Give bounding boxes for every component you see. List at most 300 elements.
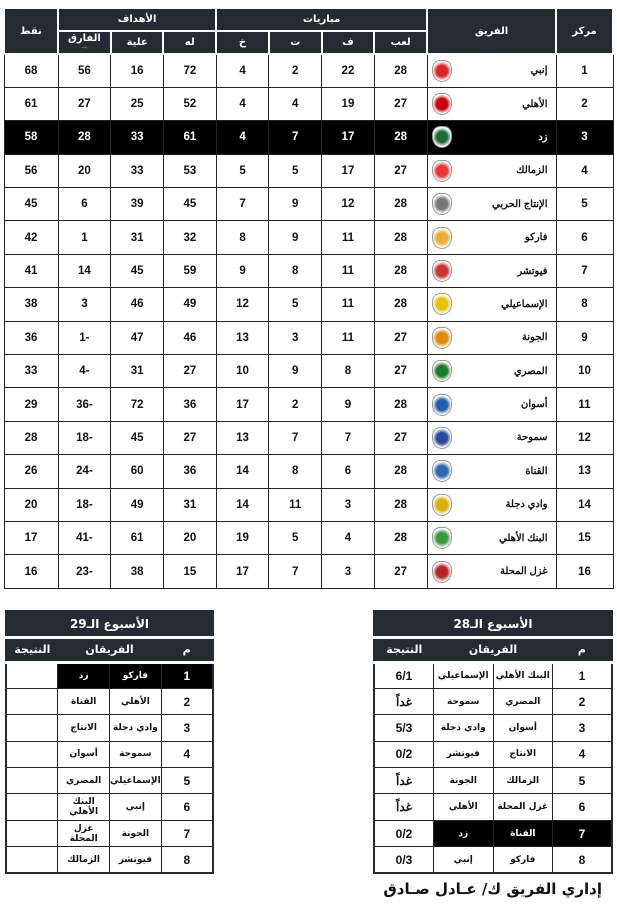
played-cell: 28 [374,221,427,254]
played-cell: 28 [374,488,427,521]
goals-for-cell: 46 [163,321,216,354]
lost-cell: 4 [216,54,269,87]
team-cell [427,388,556,421]
won-cell: 7 [322,421,375,454]
week-29-fixtures [5,610,214,874]
goals-for-cell: 45 [163,188,216,221]
goals-for-cell: 52 [163,87,216,120]
played-cell: 27 [374,421,427,454]
goals-for-cell: 59 [163,254,216,287]
fixture-result: 0/3 [374,847,434,873]
goals-against-cell: 45 [111,421,164,454]
rank-cell: 4 [556,154,613,187]
team-cell [427,54,556,87]
points-cell: 61 [4,87,58,120]
goal-diff-cell: 3 [58,288,111,321]
won-cell: 19 [322,87,375,120]
fixture-row [374,688,612,714]
points-cell: 26 [4,455,58,488]
drawn-cell: 2 [269,54,322,87]
lost-cell: 4 [216,121,269,154]
away-team: زد [434,820,494,846]
week-28-title: الأسبوع الـ28 [374,611,612,637]
points-cell: 28 [4,421,58,454]
rank-cell: 7 [556,254,613,287]
team-cell [427,188,556,221]
drawn-cell: 9 [269,355,322,388]
team-logo-icon [432,260,452,282]
fixture-row [6,688,213,714]
won-cell: 3 [322,555,375,588]
away-team: غزل المحلة [58,820,110,846]
goals-against-cell: 72 [111,388,164,421]
lost-cell: 7 [216,188,269,221]
goal-diff-cell: 41- [58,521,111,554]
team-logo-icon [432,293,452,315]
fixture-number: 4 [161,741,213,767]
goals-for-cell: 27 [163,355,216,388]
team-name: أسوان [521,399,548,411]
points-cell: 41 [4,254,58,287]
drawn-cell: 5 [269,154,322,187]
rank-cell: 6 [556,221,613,254]
goal-diff-cell: 1- [58,321,111,354]
away-team: وادي دجلة [434,715,494,741]
goal-diff-cell: 28 [58,121,111,154]
points-cell: 38 [4,288,58,321]
drawn-cell: 8 [269,455,322,488]
team-cell [427,154,556,187]
goal-diff-cell: 56 [58,54,111,87]
points-cell: 36 [4,321,58,354]
team-logo-icon [432,360,452,382]
played-cell: 28 [374,388,427,421]
fixture-result: 5/3 [374,715,434,741]
table-row [4,421,613,454]
goal-diff-cell: 23- [58,555,111,588]
goals-against-cell: 38 [111,555,164,588]
fixture-row [374,741,612,767]
fixture-result [6,847,58,873]
rank-cell: 2 [556,87,613,120]
goal-diff-cell: 27 [58,87,111,120]
played-cell: 28 [374,54,427,87]
fixture-result [6,715,58,741]
team-logo-icon [432,394,452,416]
fixture-row [6,715,213,741]
home-team: الإسماعيلي [110,768,162,794]
lost-cell: 13 [216,421,269,454]
team-name: القناة [525,465,548,477]
goals-for-cell: 61 [163,121,216,154]
table-row [4,54,613,87]
rank-cell: 5 [556,188,613,221]
fixture-number: 3 [161,715,213,741]
points-cell: 45 [4,188,58,221]
goal-diff-cell: 36- [58,388,111,421]
away-team: الجونة [434,768,494,794]
won-cell: 17 [322,154,375,187]
lost-cell: 8 [216,221,269,254]
team-cell [427,288,556,321]
drawn-cell: 7 [269,121,322,154]
played-cell: 27 [374,321,427,354]
home-team: أسوان [493,715,553,741]
points-cell: 17 [4,521,58,554]
away-team: الانتاج [58,715,110,741]
goals-for-cell: 31 [163,488,216,521]
lost-cell: 17 [216,555,269,588]
header-points: نقط [4,8,58,54]
team-name: الجونة [521,332,548,344]
away-team: الإسماعيلي [434,662,494,688]
fixture-number: 2 [161,688,213,714]
home-team: إنبي [110,794,162,820]
goal-diff-cell: 18- [58,488,111,521]
goals-against-cell: 46 [111,288,164,321]
team-cell [427,221,556,254]
home-team: الانتاج [493,741,553,767]
fixture-result [6,662,58,688]
diff-arrow-icon: → [81,43,88,52]
fixture-result: 0/2 [374,741,434,767]
won-cell: 11 [322,221,375,254]
played-cell: 28 [374,521,427,554]
fixture-row [6,741,213,767]
team-name: زد [538,131,548,143]
team-name: المصري [513,365,548,377]
goals-against-cell: 33 [111,154,164,187]
drawn-cell: 7 [269,421,322,454]
rank-cell: 3 [556,121,613,154]
goals-for-cell: 27 [163,421,216,454]
fixture-number: 6 [553,794,613,820]
fixture-result [6,794,58,820]
team-name: الزمالك [516,165,548,177]
table-row [4,87,613,120]
team-name: غزل المحلة [499,566,548,578]
played-cell: 28 [374,188,427,221]
away-team: زد [58,662,110,688]
header-matches: مباريات [216,8,427,31]
drawn-cell: 9 [269,221,322,254]
won-cell: 8 [322,355,375,388]
goals-against-cell: 45 [111,254,164,287]
fixture-number: 8 [553,847,613,873]
home-team: فاركو [110,662,162,688]
away-team: سموحة [434,688,494,714]
header-rank: مركز [556,8,613,54]
goals-for-cell: 32 [163,221,216,254]
points-cell: 20 [4,488,58,521]
home-team: الجونة [110,820,162,846]
played-cell: 27 [374,555,427,588]
goals-against-cell: 16 [111,54,164,87]
home-team: غزل المحلة [493,794,553,820]
fixture-row [374,768,612,794]
won-cell: 11 [322,321,375,354]
rank-cell: 8 [556,288,613,321]
table-row [4,555,613,588]
team-name: فيوتشر [517,265,548,277]
fixture-number: 3 [553,715,613,741]
rank-cell: 10 [556,355,613,388]
fixture-number: 5 [161,768,213,794]
drawn-cell: 5 [269,521,322,554]
table-row [4,455,613,488]
away-team: المصري [58,768,110,794]
goals-for-cell: 72 [163,54,216,87]
rank-cell: 12 [556,421,613,454]
fixture-result [6,688,58,714]
lost-cell: 9 [216,254,269,287]
goal-diff-cell: 20 [58,154,111,187]
fixture-row [6,847,213,873]
away-team: الأهلي [434,794,494,820]
home-team: فاركو [493,847,553,873]
team-cell [427,521,556,554]
home-team: الزمالك [493,768,553,794]
team-cell [427,421,556,454]
team-cell [427,555,556,588]
rank-cell: 16 [556,555,613,588]
league-standings-table [3,7,614,589]
fixture-result: 0/2 [374,820,434,846]
rank-cell: 11 [556,388,613,421]
lost-cell: 4 [216,87,269,120]
goals-for-cell: 15 [163,555,216,588]
team-logo-icon [432,527,452,549]
home-team: القناة [493,820,553,846]
drawn-cell: 11 [269,488,322,521]
team-logo-icon [432,160,452,182]
won-cell: 9 [322,388,375,421]
fixture-row [374,847,612,873]
points-cell: 33 [4,355,58,388]
goal-diff-cell: 18- [58,421,111,454]
header-goals: الأهداف [58,8,216,31]
header-drawn: ت [269,31,322,54]
fixture-number: 5 [553,768,613,794]
played-cell: 27 [374,154,427,187]
fixture-row [374,715,612,741]
away-team: الزمالك [58,847,110,873]
drawn-cell: 2 [269,388,322,421]
rank-cell: 15 [556,521,613,554]
lost-cell: 13 [216,321,269,354]
goals-for-cell: 36 [163,455,216,488]
home-team: المصري [493,688,553,714]
points-cell: 68 [4,54,58,87]
fixture-result: 6/1 [374,662,434,688]
played-cell: 28 [374,254,427,287]
header-result: النتيجة [374,637,434,662]
goals-for-cell: 20 [163,521,216,554]
team-logo-icon [432,494,452,516]
points-cell: 29 [4,388,58,421]
fixture-number: 8 [161,847,213,873]
team-logo-icon [432,227,452,249]
goals-against-cell: 25 [111,87,164,120]
fixture-number: 4 [553,741,613,767]
fixture-result: غداً [374,688,434,714]
points-cell: 42 [4,221,58,254]
team-name: إنبي [530,65,548,77]
header-result: النتيجة [6,637,58,662]
lost-cell: 10 [216,355,269,388]
won-cell: 4 [322,521,375,554]
lost-cell: 12 [216,288,269,321]
table-row [4,355,613,388]
fixture-row [6,662,213,688]
drawn-cell: 5 [269,288,322,321]
team-cell [427,455,556,488]
week-29-title: الأسبوع الـ29 [6,611,213,637]
footer-credit: إداري الفريق ك/ عـادل صـادق [383,880,602,898]
goals-for-cell: 53 [163,154,216,187]
goal-diff-cell: 24- [58,455,111,488]
rank-cell: 9 [556,321,613,354]
played-cell: 28 [374,455,427,488]
won-cell: 17 [322,121,375,154]
team-name: وادي دجلة [505,499,548,511]
team-logo-icon [432,193,452,215]
table-row [4,254,613,287]
header-teams: الفريقان [434,637,553,662]
header-team: الفريق [427,8,556,54]
goals-against-cell: 33 [111,121,164,154]
away-team: فيوتشر [434,741,494,767]
won-cell: 6 [322,455,375,488]
lost-cell: 14 [216,488,269,521]
goal-diff-cell: 14 [58,254,111,287]
goals-against-cell: 39 [111,188,164,221]
team-logo-icon [432,126,452,148]
won-cell: 11 [322,254,375,287]
team-cell [427,121,556,154]
goals-against-cell: 61 [111,521,164,554]
won-cell: 22 [322,54,375,87]
played-cell: 28 [374,288,427,321]
header-goals-against: علية [111,31,164,54]
table-row [4,188,613,221]
fixture-row [6,768,213,794]
team-name: سموحة [516,432,548,444]
goal-diff-cell: 6 [58,188,111,221]
fixture-number: 1 [161,662,213,688]
fixture-number: 2 [553,688,613,714]
table-row [4,154,613,187]
table-row [4,488,613,521]
goals-for-cell: 49 [163,288,216,321]
home-team: الأهلي [110,688,162,714]
away-team: القناة [58,688,110,714]
fixture-row [6,820,213,846]
home-team: وادي دجلة [110,715,162,741]
won-cell: 11 [322,288,375,321]
points-cell: 16 [4,555,58,588]
table-row [4,521,613,554]
team-cell [427,321,556,354]
fixture-result [6,768,58,794]
drawn-cell: 9 [269,188,322,221]
table-row [4,121,613,154]
points-cell: 56 [4,154,58,187]
fixture-row [374,820,612,846]
fixture-result [6,820,58,846]
team-name: البنك الأهلي [499,532,548,544]
home-team: سموحة [110,741,162,767]
fixture-row [374,662,612,688]
team-logo-icon [432,460,452,482]
away-team: أسوان [58,741,110,767]
team-logo-icon [432,561,452,583]
team-logo-icon [432,93,452,115]
week-28-fixtures [373,610,613,874]
drawn-cell: 4 [269,87,322,120]
fixture-number: 6 [161,794,213,820]
fixture-number: 7 [161,820,213,846]
goals-against-cell: 49 [111,488,164,521]
header-num: م [161,637,213,662]
header-teams: الفريقان [58,637,162,662]
team-logo-icon [432,427,452,449]
header-goal-diff: الفارق → [58,31,111,54]
lost-cell: 14 [216,455,269,488]
drawn-cell: 3 [269,321,322,354]
fixture-number: 1 [553,662,613,688]
fixture-number: 7 [553,820,613,846]
team-name: فاركو [524,232,548,244]
home-team: البنك الأهلي [493,662,553,688]
header-played: لعب [374,31,427,54]
goals-against-cell: 47 [111,321,164,354]
goals-against-cell: 31 [111,221,164,254]
fixture-row [6,794,213,820]
team-cell [427,355,556,388]
won-cell: 3 [322,488,375,521]
goal-diff-cell: 1 [58,221,111,254]
fixture-row [374,794,612,820]
table-row [4,321,613,354]
lost-cell: 5 [216,154,269,187]
rank-cell: 1 [556,54,613,87]
fixture-result: غداً [374,794,434,820]
header-goals-for: له [163,31,216,54]
table-row [4,221,613,254]
played-cell: 27 [374,355,427,388]
fixture-result [6,741,58,767]
points-cell: 58 [4,121,58,154]
header-won: ف [322,31,375,54]
played-cell: 28 [374,121,427,154]
team-name: الإسماعيلي [501,298,548,310]
rank-cell: 13 [556,455,613,488]
header-lost: خ [216,31,269,54]
home-team: فيوتشر [110,847,162,873]
goals-against-cell: 31 [111,355,164,388]
lost-cell: 19 [216,521,269,554]
rank-cell: 14 [556,488,613,521]
won-cell: 12 [322,188,375,221]
away-team: إنبي [434,847,494,873]
drawn-cell: 7 [269,555,322,588]
played-cell: 27 [374,87,427,120]
away-team: البنك الأهلي [58,794,110,820]
team-name: الإنتاج الحربي [492,198,548,210]
team-cell [427,254,556,287]
team-name: الأهلي [522,98,548,110]
